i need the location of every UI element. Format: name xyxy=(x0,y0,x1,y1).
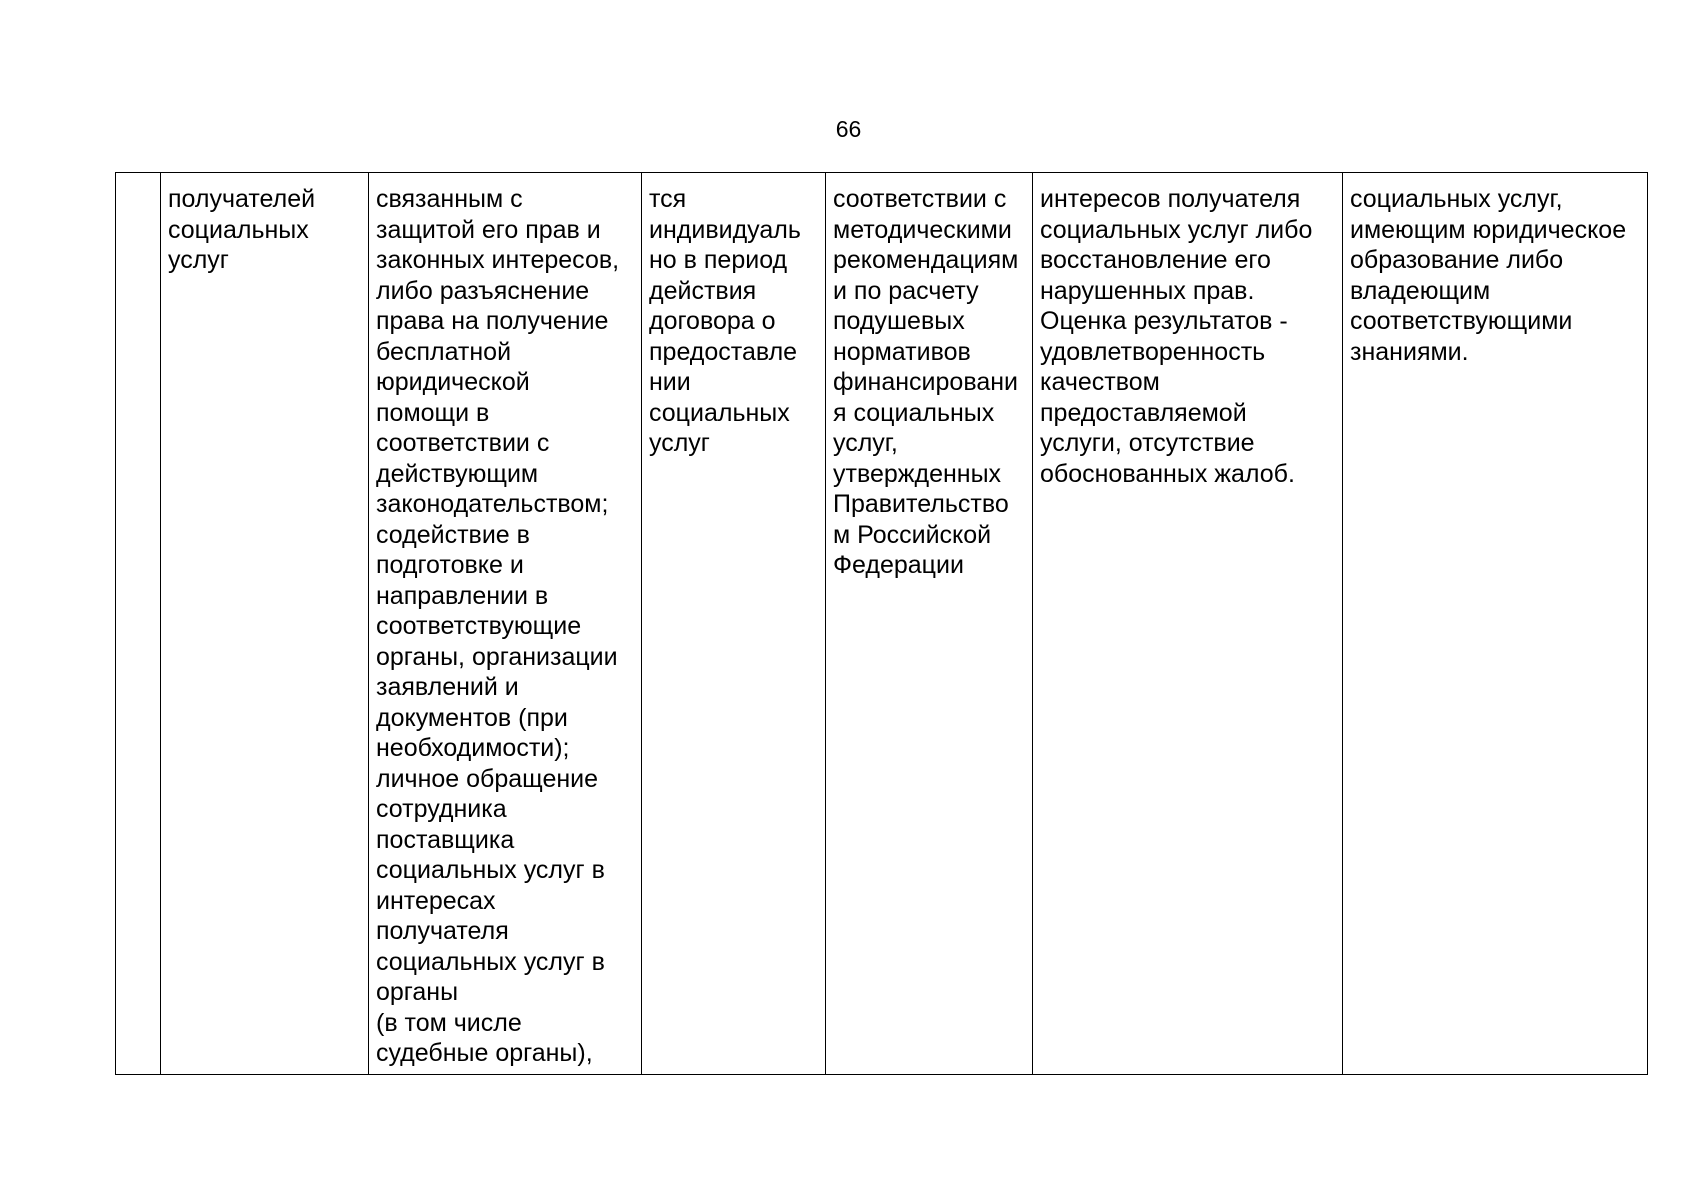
page-number: 66 xyxy=(835,116,862,142)
row-number-cell xyxy=(116,173,161,1075)
service-description-cell: связанным с защитой его прав и законных интересов, либо разъяснение права на получение бесплатной юридической помощи в соответствии с действующим законодательством; содействие в подготовке и направлении в соответствующие органы, организации заявлений и документов (при необходимости); личное обращение сотрудника поставщика социальных услуг в интересах получателя социальных услуг в органы (в том числе судебные органы), xyxy=(369,173,642,1075)
table-row xyxy=(116,173,1648,1075)
financing-norms-cell: соответствии с методическими рекомендациям и по расчету подушевых нормативов финансировани я социальных услуг, утвержденных Правительство м Российской Федерации xyxy=(826,173,1033,1075)
recipients-cell: получателей социальных услуг xyxy=(161,173,369,1075)
quality-indicators-cell: интересов получателя социальных услуг либо восстановление его нарушенных прав. Оценка результатов - удовлетворенность качеством предоставляемой услуги, отсутствие обоснованных жалоб. xyxy=(1033,173,1343,1075)
service-period-cell: тся индивидуаль но в период действия договора о предоставле нии социальных услуг xyxy=(642,173,826,1075)
conditions-cell: социальных услуг, имеющим юридическое образование либо владеющим соответствующими знаниями. xyxy=(1343,173,1648,1075)
services-table xyxy=(115,172,1648,1075)
